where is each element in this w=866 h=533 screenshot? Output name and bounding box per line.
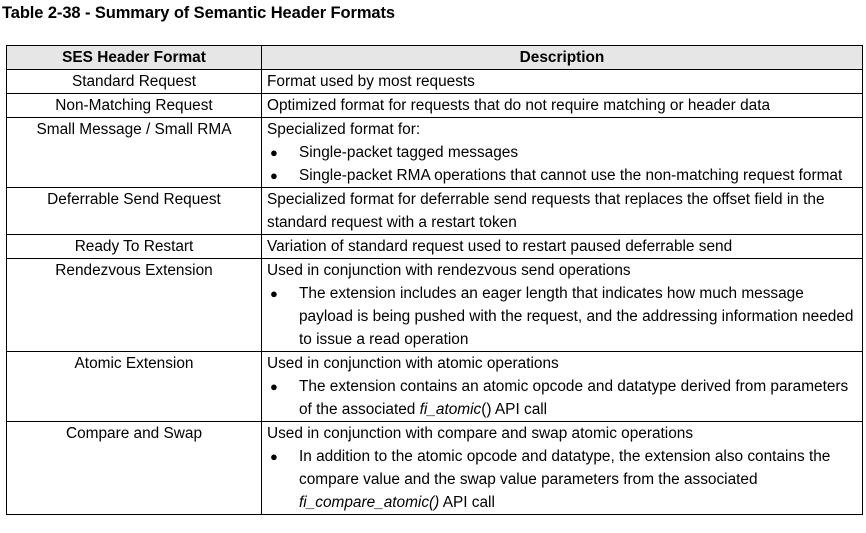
bullet-item	[267, 282, 858, 351]
bullet-icon: ●	[270, 145, 278, 160]
description-cell: Optimized format for requests that do not require matching or header data	[262, 94, 863, 118]
bullet-text-end: API call	[439, 494, 495, 511]
format-cell: Standard Request	[7, 70, 262, 94]
bullet-icon: ●	[270, 168, 278, 183]
bullet-text: Single-packet tagged messages	[299, 144, 519, 161]
bullet-icon: ●	[270, 449, 278, 464]
bullet-item	[267, 445, 858, 514]
bullet-text: Single-packet RMA operations that cannot use the non-matching request format	[299, 167, 843, 184]
description-text: Used in conjunction with rendezvous send operations	[267, 262, 631, 279]
format-cell: Small Message / Small RMA	[7, 118, 262, 188]
format-cell: Compare and Swap	[7, 422, 262, 515]
description-text: Used in conjunction with compare and swap atomic operations	[267, 425, 694, 442]
bullet-text-start: The extension contains an atomic opcode and datatype derived from parameters of the associated	[299, 378, 849, 418]
bullet-icon: ●	[270, 379, 278, 394]
table-row	[7, 352, 863, 422]
table-row	[7, 70, 863, 94]
api-name: fi_compare_atomic()	[299, 494, 440, 511]
description-text: Specialized format for:	[267, 121, 421, 138]
bullet-text	[299, 448, 830, 511]
description-cell	[262, 422, 863, 515]
table-row	[7, 235, 863, 259]
bullet-text	[299, 378, 848, 418]
description-cell: Variation of standard request used to restart paused deferrable send	[262, 235, 863, 259]
description-cell	[262, 259, 863, 352]
description-cell: Specialized format for deferrable send requests that replaces the offset field in the standard request with a restart token	[262, 188, 863, 235]
table-row	[7, 259, 863, 352]
format-cell: Rendezvous Extension	[7, 259, 262, 352]
description-cell	[262, 352, 863, 422]
bullet-text-start: In addition to the atomic opcode and datatype, the extension also contains the compare value and the swap value parameters from the associated	[299, 448, 831, 488]
table-title: Table 2-38 - Summary of Semantic Header Formats	[2, 4, 395, 22]
format-cell: Ready To Restart	[7, 235, 262, 259]
table-row	[7, 422, 863, 515]
format-cell: Atomic Extension	[7, 352, 262, 422]
semantic-header-formats-table	[6, 45, 863, 515]
bullet-item	[267, 375, 858, 421]
bullet-list	[267, 445, 858, 514]
bullet-list	[267, 375, 858, 421]
description-cell: Format used by most requests	[262, 70, 863, 94]
bullet-item	[267, 141, 858, 164]
bullet-icon: ●	[270, 286, 278, 301]
bullet-text: The extension includes an eager length that indicates how much message payload is being pushed with the request, and the addressing information needed to issue a read operation	[299, 285, 854, 348]
format-cell: Non-Matching Request	[7, 94, 262, 118]
bullet-list	[267, 141, 858, 187]
column-header-format: SES Header Format	[7, 46, 262, 70]
bullet-text-end: () API call	[481, 401, 548, 418]
api-name: fi_atomic	[419, 401, 482, 418]
description-cell	[262, 118, 863, 188]
format-cell: Deferrable Send Request	[7, 188, 262, 235]
table-row	[7, 188, 863, 235]
column-header-description: Description	[262, 46, 863, 70]
table-row	[7, 118, 863, 188]
description-text: Used in conjunction with atomic operations	[267, 355, 559, 372]
bullet-item	[267, 164, 858, 187]
bullet-list	[267, 282, 858, 351]
table-row	[7, 94, 863, 118]
table-header-row	[7, 46, 863, 70]
